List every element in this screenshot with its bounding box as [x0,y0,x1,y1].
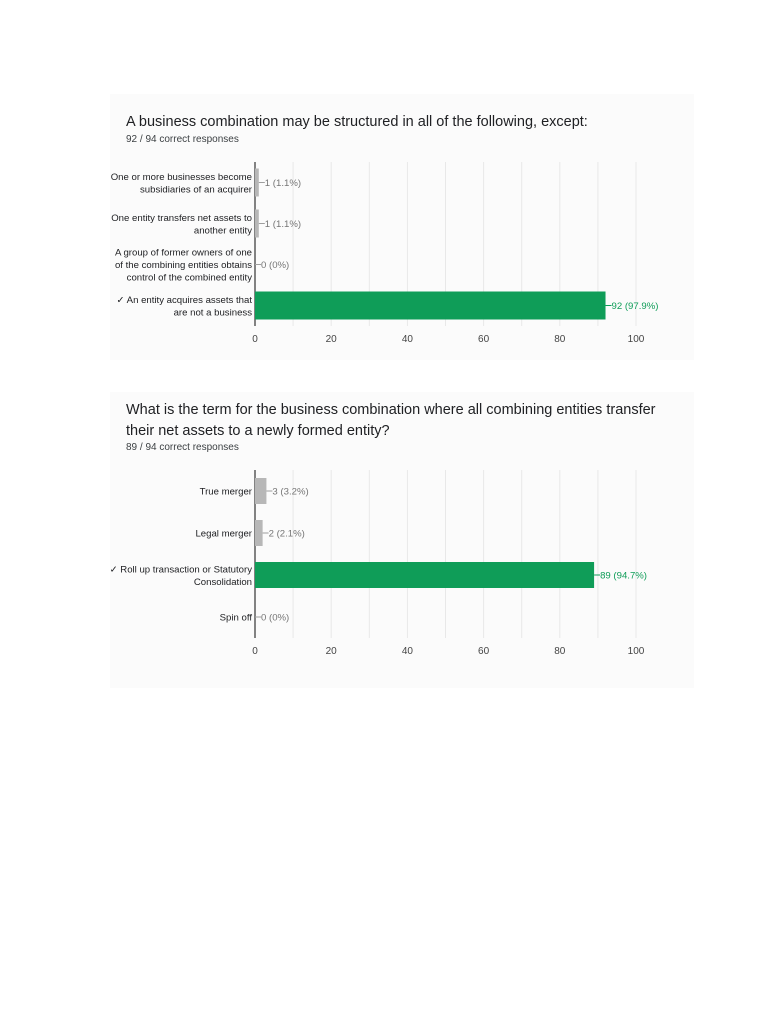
question-card-1 [110,94,694,360]
data-label: 92 (97.9%) [611,301,659,312]
data-label: 1 (1.1%) [264,219,302,230]
category-label: Consolidation [193,576,252,588]
bar [255,562,594,588]
x-tick-label: 60 [478,646,490,657]
category-label: One or more businesses become [110,171,252,183]
correct-responses-count: 89 / 94 correct responses [126,442,239,453]
category-label: ✓ An entity acquires assets that [116,294,252,306]
question-card-2 [110,392,694,688]
bar-chart-2 [110,392,694,688]
data-label: 3 (3.2%) [272,486,309,498]
category-label: True merger [199,486,252,498]
x-tick-label: 20 [325,646,337,657]
x-tick-label: 0 [252,646,258,657]
data-label: 2 (2.1%) [268,528,305,540]
category-label: One entity transfers net assets to [111,212,252,224]
x-tick-label: 60 [478,334,490,345]
x-tick-label: 100 [627,646,645,657]
category-label: A group of former owners of one [114,247,252,259]
data-label: 1 (1.1%) [264,178,302,189]
data-label: 0 (0%) [261,612,290,624]
bar-chart-1 [110,94,694,360]
category-label: are not a business [173,307,252,319]
bar [255,292,606,320]
bar [255,520,263,546]
correct-responses-count: 92 / 94 correct responses [126,134,239,145]
x-tick-label: 40 [401,646,413,657]
question-title: What is the term for the business combination where all combining entities transfer their net assets to a newly formed entity? [126,402,656,439]
x-tick-label: 40 [401,334,413,345]
x-tick-label: 100 [627,334,645,345]
category-label: subsidiaries of an acquirer [140,184,252,196]
bar [255,478,266,504]
x-tick-label: 80 [554,646,566,657]
x-tick-label: 80 [554,334,566,345]
category-label: control of the combined entity [126,272,252,284]
data-label: 0 (0%) [261,260,290,271]
data-label: 89 (94.7%) [600,570,648,582]
category-label: of the combining entities obtains [114,260,252,271]
category-label: Spin off [219,612,252,624]
category-label: another entity [193,225,252,237]
bar [255,169,259,197]
bar [255,210,259,238]
category-label: ✓ Roll up transaction or Statutory [109,564,252,576]
x-tick-label: 20 [325,334,337,345]
category-label: Legal merger [195,528,252,540]
x-tick-label: 0 [252,334,258,345]
question-title: A business combination may be structured in all of the following, except: [126,114,588,130]
